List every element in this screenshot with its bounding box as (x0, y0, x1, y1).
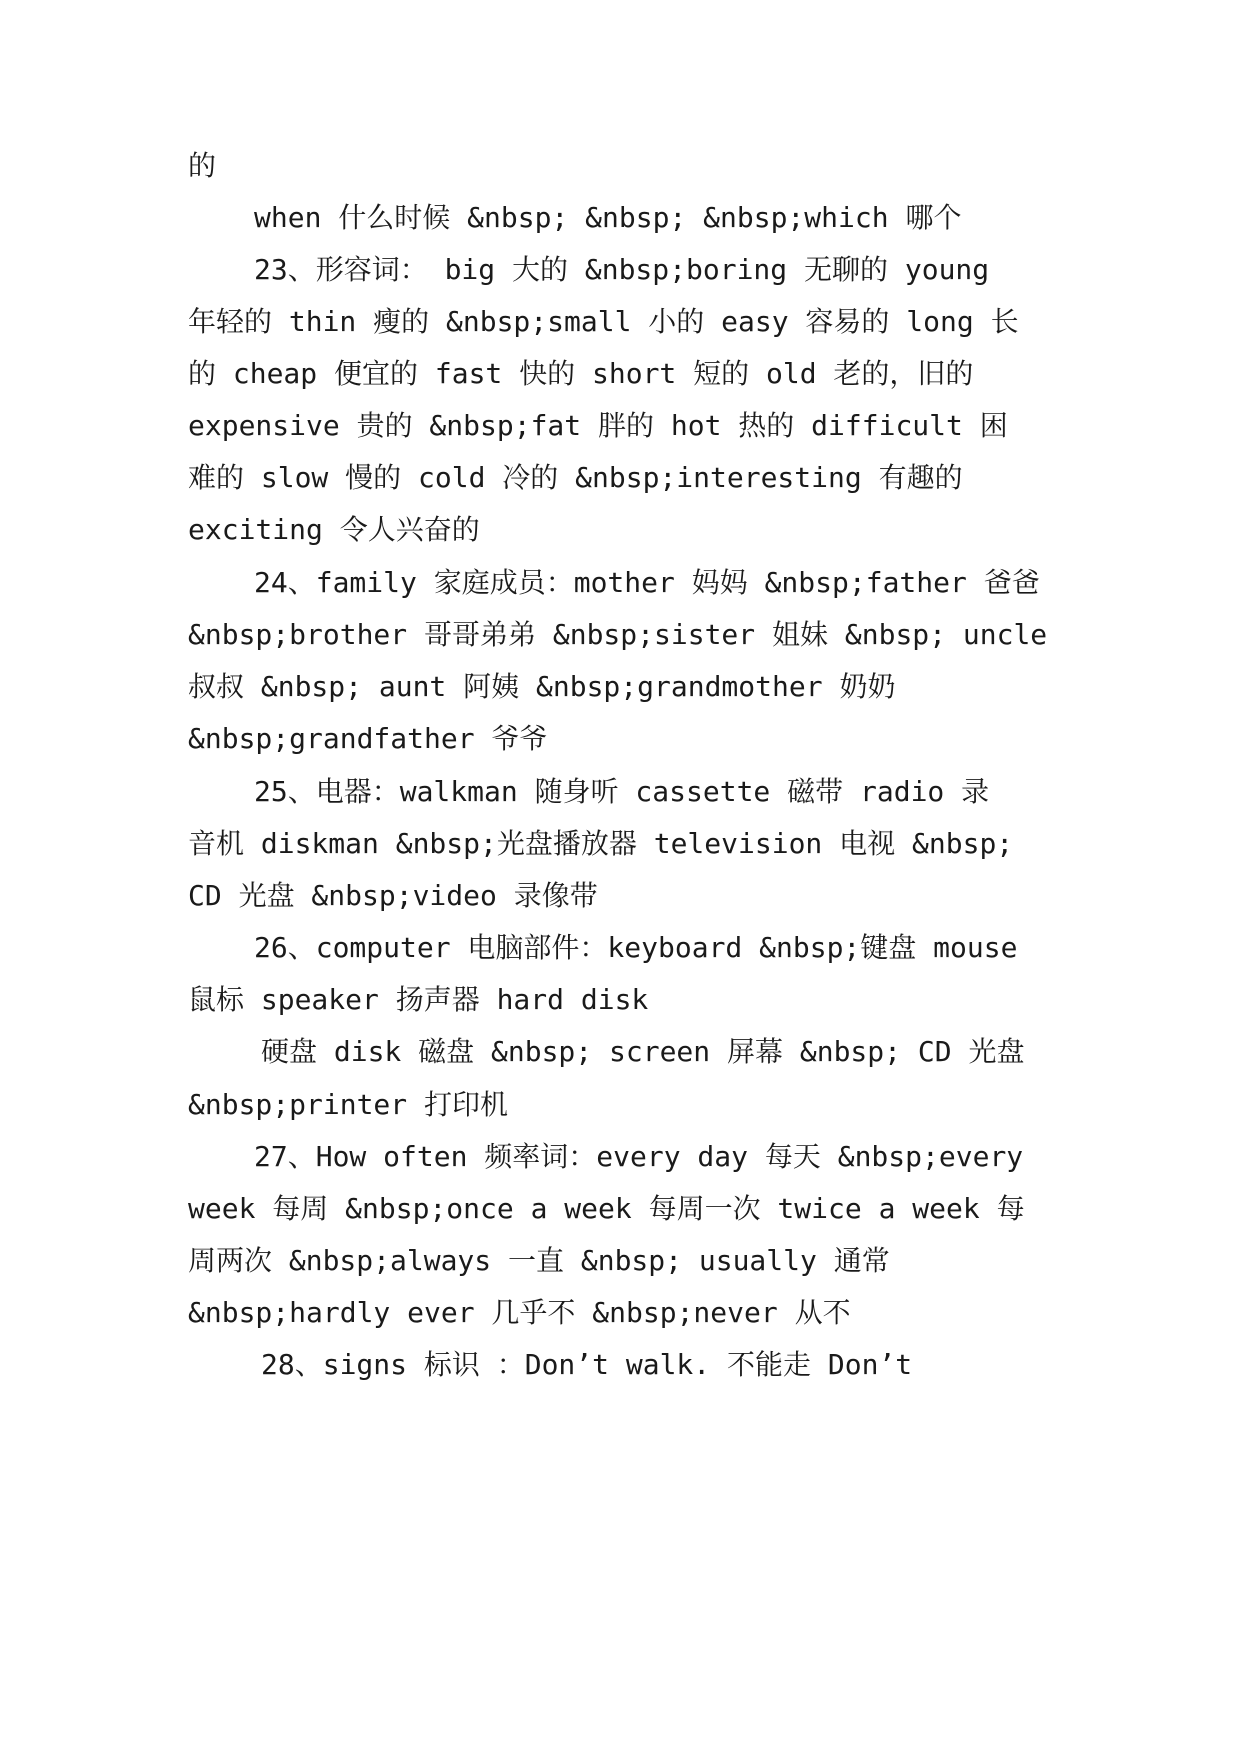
text-line-8: exciting 令人兴奋的 (188, 513, 480, 546)
text-line-22: 周两次 &nbsp;always 一直 &nbsp; usually 通常 (188, 1244, 890, 1277)
text-line-19: &nbsp;printer 打印机 (188, 1088, 509, 1121)
text-line-18: 硬盘 disk 磁盘 &nbsp; screen 屏幕 &nbsp; CD 光盘 (261, 1035, 1025, 1068)
text-line-11: 叔叔 &nbsp; aunt 阿姨 &nbsp;grandmother 奶奶 (188, 670, 896, 703)
text-line-14: 音机 diskman &nbsp;光盘播放器 television 电视 &nbsp; (188, 827, 1014, 860)
text-line-17: 鼠标 speaker 扬声器 hard disk (188, 983, 649, 1016)
text-line-3: 23、形容词： big 大的 &nbsp;boring 无聊的 young (254, 253, 990, 286)
text-line-5: 的 cheap 便宜的 fast 快的 short 短的 old 老的，旧的 (188, 357, 974, 390)
text-line-24: 28、signs 标识 ：Don’t walk. 不能走 Don’t (261, 1348, 913, 1381)
text-line-4: 年轻的 thin 瘦的 &nbsp;small 小的 easy 容易的 long 长 (188, 305, 1019, 338)
text-line-10: &nbsp;brother 哥哥弟弟 &nbsp;sister 姐妹 &nbsp; uncle (188, 618, 1048, 651)
text-line-1: 的 (188, 149, 217, 182)
text-line-21: week 每周 &nbsp;once a week 每周一次 twice a week 每 (188, 1192, 1025, 1225)
text-line-12: &nbsp;grandfather 爷爷 (188, 722, 548, 755)
text-line-13: 25、电器：walkman 随身听 cassette 磁带 radio 录 (254, 775, 990, 808)
text-line-2: when 什么时候 &nbsp; &nbsp; &nbsp;which 哪个 (254, 201, 962, 234)
text-line-15: CD 光盘 &nbsp;video 录像带 (188, 879, 598, 912)
text-line-7: 难的 slow 慢的 cold 冷的 &nbsp;interesting 有趣的 (188, 461, 963, 494)
text-line-16: 26、computer 电脑部件：keyboard &nbsp;键盘 mouse (254, 931, 1018, 964)
text-line-23: &nbsp;hardly ever 几乎不 &nbsp;never 从不 (188, 1296, 851, 1329)
text-line-20: 27、How often 频率词：every day 每天 &nbsp;every (254, 1140, 1024, 1173)
text-line-9: 24、family 家庭成员：mother 妈妈 &nbsp;father 爸爸 (254, 566, 1040, 599)
text-line-6: expensive 贵的 &nbsp;fat 胖的 hot 热的 difficult 困 (188, 409, 1008, 442)
